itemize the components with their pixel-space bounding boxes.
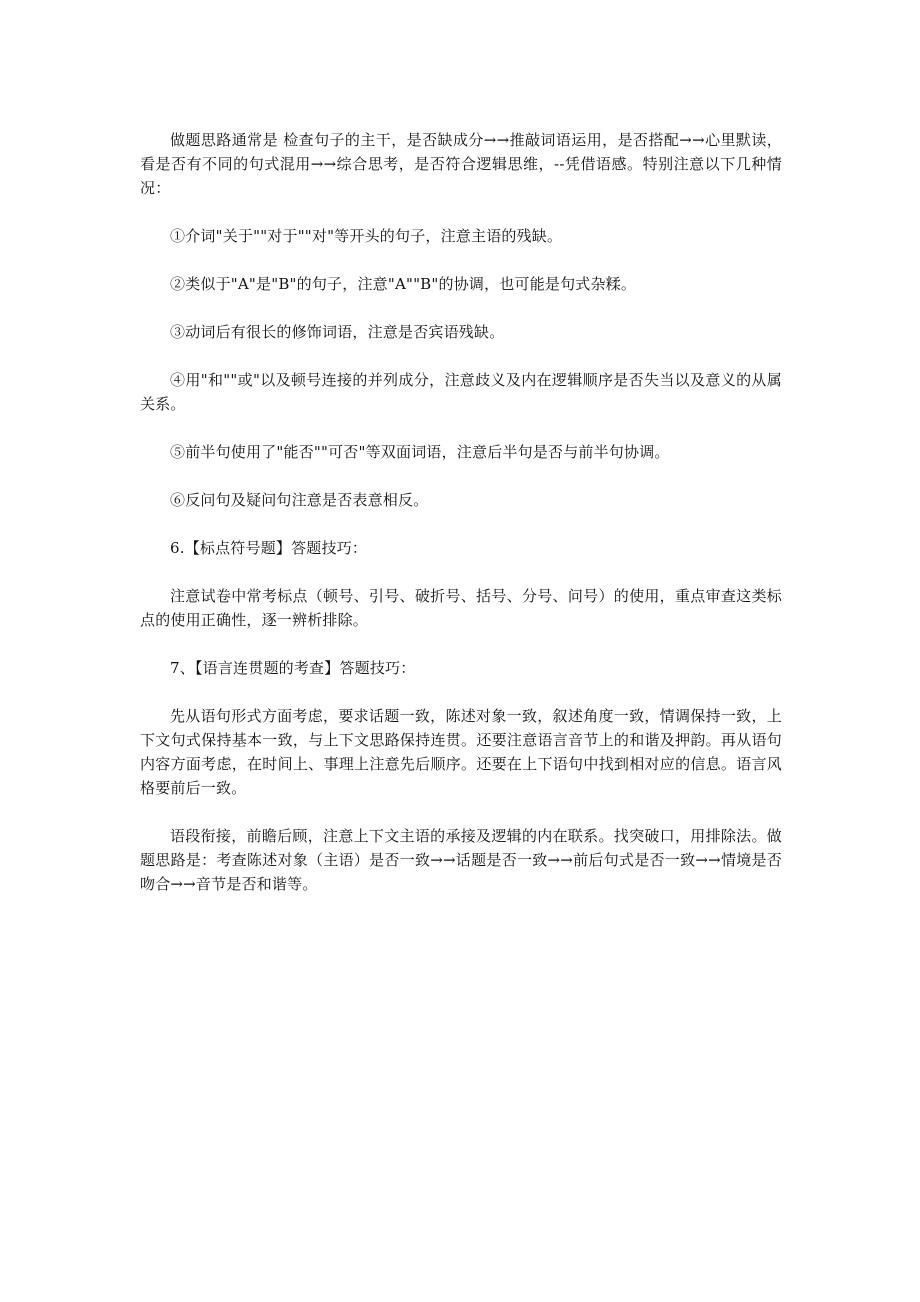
paragraph-item-1: ①介词"关于""对于""对"等开头的句子，注意主语的残缺。 — [170, 227, 563, 245]
paragraph-item-6: ⑥反问句及疑问句注意是否表意相反。 — [170, 491, 429, 509]
section-heading-punctuation: 6.【标点符号题】答题技巧： — [170, 539, 368, 557]
paragraph-coherence-tips: 先从语句形式方面考虑，要求话题一致，陈述对象一致，叙述角度一致，情调保持一致，上下文句式保持基本一致，与上下文思路保持连贯。还要注意语言音节上的和谐及押韵。再从语句内容方面考虑，在时间上、事理上注意先后顺序。还要在上下语句中找到相对应的信息。语言风格要前后一致。 — [140, 707, 782, 797]
paragraph-punctuation-tips: 注意试卷中常考标点（顿号、引号、破折号、括号、分号、问号）的使用，重点审查这类标点的使用正确性，逐一辨析排除。 — [140, 587, 782, 629]
paragraph-item-2: ②类似于"A"是"B"的句子，注意"A""B"的协调，也可能是句式杂糅。 — [170, 275, 637, 293]
paragraph-item-4: ④用"和""或"以及顿号连接的并列成分，注意歧义及内在逻辑顺序是否失当以及意义的从属关系。 — [140, 371, 782, 413]
document-page — [140, 128, 782, 920]
paragraph-passage-linking: 语段衔接，前瞻后顾，注意上下文主语的承接及逻辑的内在联系。找突破口，用排除法。做题思路是：考查陈述对象（主语）是否一致→→话题是否一致→→前后句式是否一致→→情境是否吻合→→音节是否和谐等。 — [140, 827, 782, 893]
paragraph-intro: 做题思路通常是 检查句子的主干，是否缺成分→→推敲词语运用，是否搭配→→心里默读，看是否有不同的句式混用→→综合思考，是否符合逻辑思维，--凭借语感。特别注意以下几种情况： — [140, 131, 782, 197]
section-heading-coherence: 7、【语言连贯题的考查】答题技巧： — [170, 659, 416, 677]
paragraph-item-3: ③动词后有很长的修饰词语，注意是否宾语残缺。 — [170, 323, 505, 341]
paragraph-item-5: ⑤前半句使用了"能否""可否"等双面词语，注意后半句是否与前半句协调。 — [170, 443, 670, 461]
